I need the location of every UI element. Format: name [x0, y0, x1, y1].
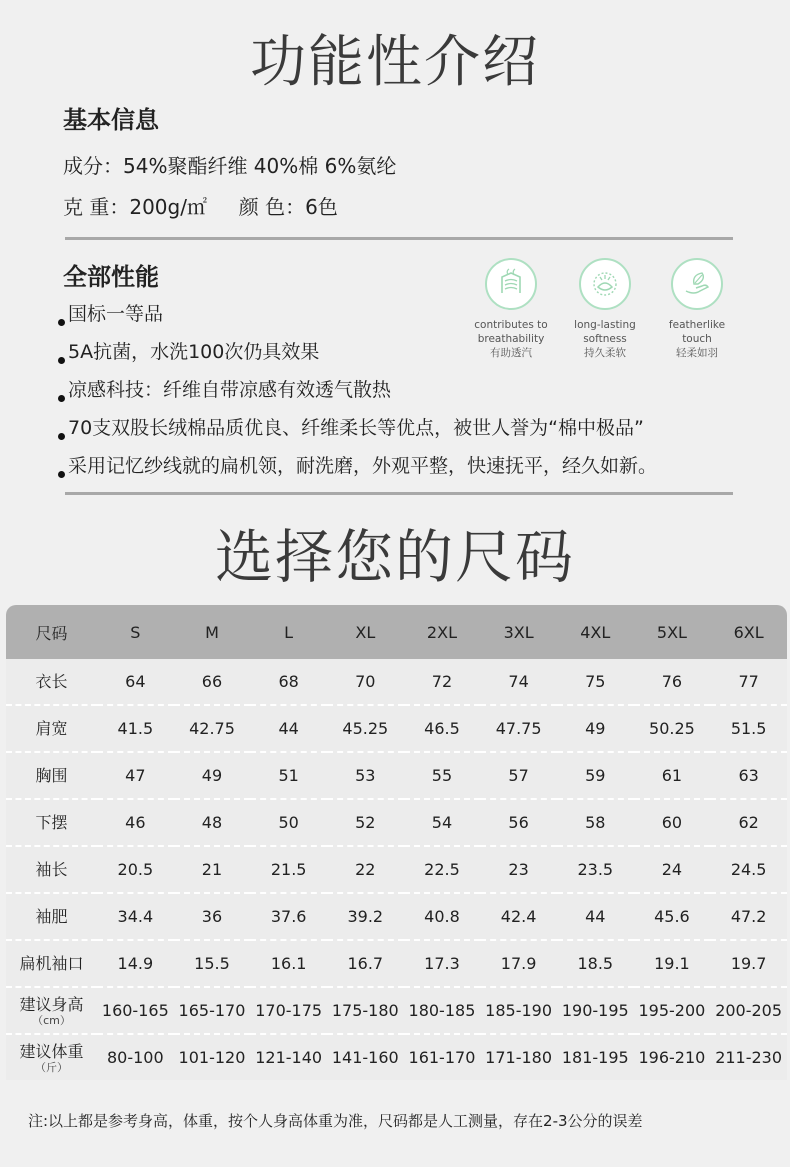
- row-label-cell: [6, 940, 97, 987]
- table-cell: 21: [174, 846, 251, 893]
- table-cell: 45.6: [634, 893, 711, 940]
- table-cell: 41.5: [97, 705, 174, 752]
- row-label-cell: [6, 799, 97, 846]
- divider-bottom: [65, 492, 733, 495]
- table-cell: 21.5: [250, 846, 327, 893]
- bullet-icon: [58, 395, 65, 402]
- table-cell: 49: [557, 705, 634, 752]
- table-cell: 66: [174, 659, 251, 705]
- table-cell: 200-205: [710, 987, 787, 1034]
- size-header-cell: XL: [327, 605, 404, 659]
- row-unit: （斤）: [35, 1060, 68, 1074]
- breathability-icon: [485, 258, 537, 310]
- table-cell: 77: [710, 659, 787, 705]
- table-cell: 17.9: [480, 940, 557, 987]
- featherlike-icon: [671, 258, 723, 310]
- table-cell: 165-170: [174, 987, 251, 1034]
- table-cell: 195-200: [634, 987, 711, 1034]
- table-cell: 46.5: [404, 705, 481, 752]
- row-label-cell: [6, 752, 97, 799]
- row-label-cell: [6, 893, 97, 940]
- table-cell: 55: [404, 752, 481, 799]
- table-cell: 24.5: [710, 846, 787, 893]
- table-cell: 196-210: [634, 1034, 711, 1080]
- table-cell: 42.75: [174, 705, 251, 752]
- table-cell: 19.1: [634, 940, 711, 987]
- table-cell: 72: [404, 659, 481, 705]
- feature-item: 70支双股长绒棉品质优良、纤维柔长等优点，被世人誉为“棉中极品”: [58, 413, 644, 440]
- table-row: [6, 752, 787, 799]
- bullet-icon: [58, 433, 65, 440]
- table-cell: 57: [480, 752, 557, 799]
- bullet-icon: [58, 471, 65, 478]
- table-cell: 171-180: [480, 1034, 557, 1080]
- table-cell: 16.7: [327, 940, 404, 987]
- table-cell: 56: [480, 799, 557, 846]
- table-cell: 53: [327, 752, 404, 799]
- table-cell: 46: [97, 799, 174, 846]
- table-row: [6, 846, 787, 893]
- table-cell: 59: [557, 752, 634, 799]
- table-cell: 23: [480, 846, 557, 893]
- table-cell: 44: [250, 705, 327, 752]
- row-label: 肩宽: [35, 719, 68, 738]
- feature-item: 采用记忆纱线就的扁机领，耐洗磨，外观平整，快速抚平，经久如新。: [58, 451, 657, 478]
- size-header-cell: S: [97, 605, 174, 659]
- table-cell: 160-165: [97, 987, 174, 1034]
- size-header-cell: 5XL: [634, 605, 711, 659]
- table-cell: 161-170: [404, 1034, 481, 1080]
- table-cell: 80-100: [97, 1034, 174, 1080]
- size-header-cell: 2XL: [404, 605, 481, 659]
- row-label: 建议身高: [19, 994, 84, 1014]
- table-cell: 64: [97, 659, 174, 705]
- row-label: 胸围: [35, 766, 68, 785]
- bullet-icon: [58, 357, 65, 364]
- row-label: 建议体重: [19, 1041, 84, 1061]
- feature-item: 5A抗菌，水洗100次仍具效果: [58, 337, 319, 364]
- row-label: 下摆: [35, 813, 68, 832]
- table-row: [6, 799, 787, 846]
- table-cell: 40.8: [404, 893, 481, 940]
- table-cell: 180-185: [404, 987, 481, 1034]
- table-cell: 52: [327, 799, 404, 846]
- table-cell: 51: [250, 752, 327, 799]
- table-cell: 76: [634, 659, 711, 705]
- feature-item: 凉感科技：纤维自带凉感有效透气散热: [58, 375, 391, 402]
- breathability-badge: contributes to breathability 有助透汽: [465, 258, 557, 360]
- table-cell: 49: [174, 752, 251, 799]
- table-cell: 39.2: [327, 893, 404, 940]
- table-cell: 70: [327, 659, 404, 705]
- table-cell: 54: [404, 799, 481, 846]
- function-title: 功能性介绍: [250, 30, 540, 95]
- table-cell: 47.2: [710, 893, 787, 940]
- table-cell: 175-180: [327, 987, 404, 1034]
- size-header-cell: M: [174, 605, 251, 659]
- table-cell: 190-195: [557, 987, 634, 1034]
- table-cell: 42.4: [480, 893, 557, 940]
- table-row: [6, 893, 787, 940]
- performance-heading: 全部性能: [63, 263, 159, 291]
- table-cell: 60: [634, 799, 711, 846]
- size-header-cell: 4XL: [557, 605, 634, 659]
- table-cell: 141-160: [327, 1034, 404, 1080]
- row-label-cell: [6, 705, 97, 752]
- softness-badge: long-lasting softness 持久柔软: [559, 258, 651, 360]
- table-cell: 44: [557, 893, 634, 940]
- table-cell: 20.5: [97, 846, 174, 893]
- table-cell: 68: [250, 659, 327, 705]
- row-label: 衣长: [35, 672, 68, 691]
- table-cell: 185-190: [480, 987, 557, 1034]
- table-cell: 50.25: [634, 705, 711, 752]
- weight-color-line: 克 重：200g/㎡ 颜 色：6色: [63, 195, 338, 219]
- table-cell: 48: [174, 799, 251, 846]
- table-cell: 170-175: [250, 987, 327, 1034]
- row-unit: （cm）: [32, 1013, 71, 1027]
- table-row: [6, 705, 787, 752]
- softness-icon: [579, 258, 631, 310]
- size-header-cell: 6XL: [710, 605, 787, 659]
- table-cell: 181-195: [557, 1034, 634, 1080]
- composition-line: 成分：54%聚酯纤维 40%棉 6%氨纶: [63, 154, 397, 178]
- row-label-cell: [6, 846, 97, 893]
- divider-top: [65, 237, 733, 240]
- row-label-cell: [6, 659, 97, 705]
- featherlike-badge: featherlike touch 轻柔如羽: [651, 258, 743, 360]
- table-row: [6, 1034, 787, 1080]
- size-table: [6, 605, 787, 1080]
- table-cell: 58: [557, 799, 634, 846]
- size-header-row: [6, 605, 787, 659]
- table-cell: 17.3: [404, 940, 481, 987]
- table-cell: 22.5: [404, 846, 481, 893]
- table-cell: 16.1: [250, 940, 327, 987]
- table-cell: 75: [557, 659, 634, 705]
- row-label: 袖长: [35, 860, 68, 879]
- table-cell: 34.4: [97, 893, 174, 940]
- size-header-cell: 3XL: [480, 605, 557, 659]
- row-label-cell: [6, 987, 97, 1034]
- size-header-cell: 尺码: [6, 605, 97, 659]
- table-cell: 47.75: [480, 705, 557, 752]
- table-cell: 74: [480, 659, 557, 705]
- table-cell: 50: [250, 799, 327, 846]
- table-cell: 51.5: [710, 705, 787, 752]
- table-cell: 45.25: [327, 705, 404, 752]
- bullet-icon: [58, 319, 65, 326]
- measurement-note: 注:以上都是参考身高，体重，按个人身高体重为准，尺码都是人工测量，存在2-3公分的误差: [28, 1112, 643, 1130]
- table-cell: 14.9: [97, 940, 174, 987]
- table-cell: 23.5: [557, 846, 634, 893]
- table-cell: 61: [634, 752, 711, 799]
- table-cell: 15.5: [174, 940, 251, 987]
- table-cell: 63: [710, 752, 787, 799]
- row-label-cell: [6, 1034, 97, 1080]
- table-cell: 62: [710, 799, 787, 846]
- row-label: 扁机袖口: [19, 954, 84, 973]
- table-cell: 24: [634, 846, 711, 893]
- table-row: [6, 987, 787, 1034]
- table-row: [6, 659, 787, 705]
- table-cell: 18.5: [557, 940, 634, 987]
- basic-info-heading: 基本信息: [63, 106, 159, 134]
- row-label: 袖肥: [35, 907, 68, 926]
- table-cell: 121-140: [250, 1034, 327, 1080]
- table-cell: 47: [97, 752, 174, 799]
- feature-item: 国标一等品: [58, 299, 163, 326]
- table-cell: 101-120: [174, 1034, 251, 1080]
- table-cell: 211-230: [710, 1034, 787, 1080]
- table-cell: 37.6: [250, 893, 327, 940]
- table-cell: 36: [174, 893, 251, 940]
- size-title: 选择您的尺码: [214, 523, 575, 591]
- table-cell: 19.7: [710, 940, 787, 987]
- size-header-cell: L: [250, 605, 327, 659]
- table-cell: 22: [327, 846, 404, 893]
- table-row: [6, 940, 787, 987]
